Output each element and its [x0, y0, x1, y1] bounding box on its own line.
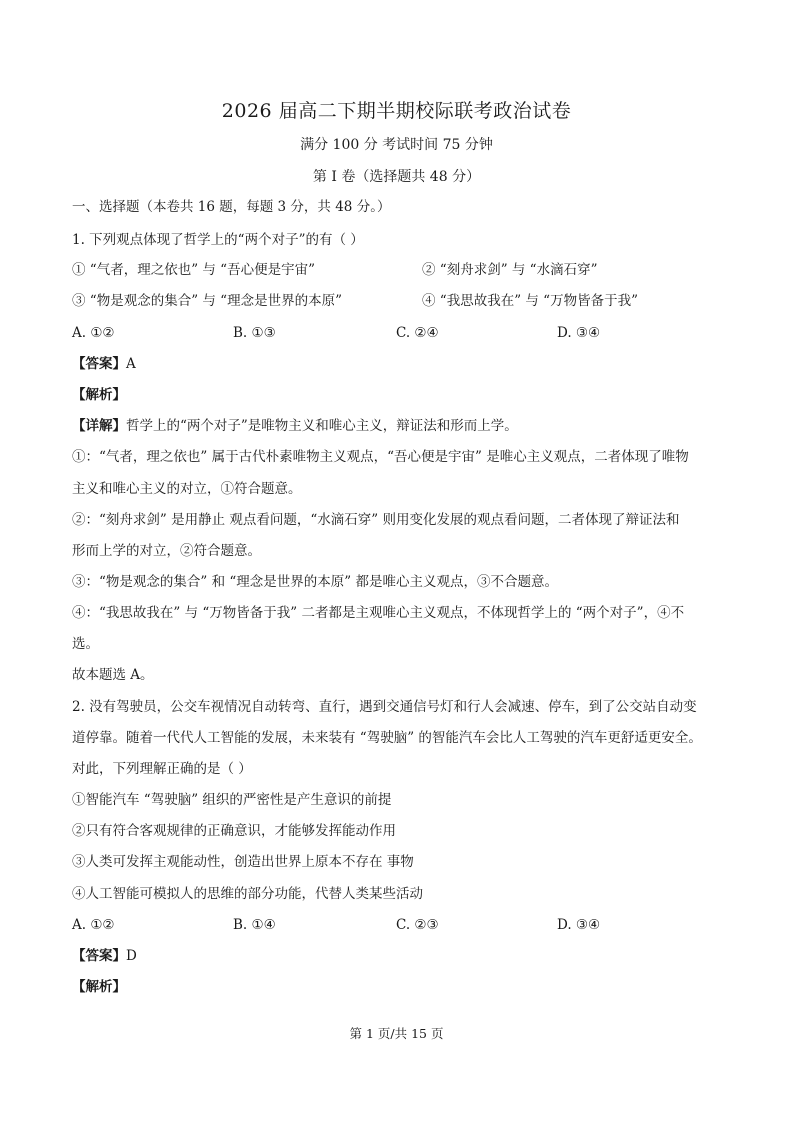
q1-detail-5: ③：“物是观念的集合” 和 “理念是世界的本原” 都是唯心主义观点，③不合题意。 [72, 574, 558, 590]
q2-stem-2: 对此，下列理解正确的是（ ） [72, 761, 252, 777]
q2-choice-b: B. ①④ [233, 917, 276, 933]
q1-detail-8: 故本题选 A。 [72, 667, 154, 683]
q2-item-1: ①智能汽车 “驾驶脑” 组织的严密性是产生意识的前提 [72, 792, 392, 808]
q2-choice-d: D. ③④ [557, 917, 601, 933]
q1-choice-d: D. ③④ [557, 325, 601, 341]
q2-stem-1: 道停靠。随着一代代人工智能的发展，未来装有 “驾驶脑” 的智能汽车会比人工驾驶的汽车更舒适更安全。 [72, 730, 702, 746]
q1-detail-2: 主义和唯心主义的对立，①符合题意。 [72, 481, 302, 497]
q2-answer [72, 946, 137, 966]
q1-item-3: ③ “物是观念的集合” 与 “理念是世界的本原” [72, 293, 342, 309]
q2-item-3: ③人类可发挥主观能动性，创造出世界上原本不存在 事物 [72, 854, 414, 870]
q2-choice-a: A. ①② [72, 917, 115, 933]
q1-detail-7: 选。 [72, 636, 99, 652]
q1-item-4: ④ “我思故我在” 与 “万物皆备于我” [422, 293, 638, 309]
answer-tag: 【答案】 [72, 356, 126, 372]
q1-choice-a: A. ①② [72, 325, 115, 341]
answer-value: D [126, 948, 137, 964]
q1-choice-b: B. ①③ [233, 325, 276, 341]
q1-detail-3: ②：“刻舟求剑” 是用静止 观点看问题，“水滴石穿” 则用变化发展的观点看问题，二者体现了辩证法和 [72, 512, 680, 528]
q2-analysis-tag [72, 977, 126, 997]
detail-text: 哲学上的“两个对子”是唯物主义和唯心主义，辩证法和形而上学。 [126, 418, 518, 434]
answer-value: A [126, 356, 136, 372]
q1-detail-4: 形而上学的对立，②符合题意。 [72, 543, 261, 559]
q1-detail-1: ①：“气者，理之依也” 属于古代朴素唯物主义观点，“吾心便是宇宙” 是唯心主义观点，二者体现了唯物 [72, 449, 689, 465]
q2-choice-c: C. ②③ [396, 917, 439, 933]
q1-detail-0 [72, 416, 518, 436]
q1-item-2: ② “刻舟求剑” 与 “水滴石穿” [422, 262, 598, 278]
page-number: 第 1 页/共 15 页 [349, 1026, 444, 1041]
q1-detail-6: ④：“我思故我在” 与 “万物皆备于我” 二者都是主观唯心主义观点，不体现哲学上的 “两个对子”，④不 [72, 605, 685, 621]
q1-answer [72, 354, 136, 374]
exam-title: 2026 届高二下期半期校际联考政治试卷 [221, 100, 572, 122]
exam-subtitle: 满分 100 分 考试时间 75 分钟 [300, 137, 493, 153]
volume-heading: 第 I 卷（选择题共 48 分） [312, 169, 481, 185]
section-heading: 一、选择题（本卷共 16 题，每题 3 分，共 48 分。） [72, 199, 391, 215]
q1-analysis-tag [72, 385, 126, 405]
q2-item-2: ②只有符合客观规律的正确意识，才能够发挥能动作用 [72, 823, 396, 839]
analysis-tag: 【解析】 [72, 387, 126, 403]
q2-stem-0: 2. 没有驾驶员，公交车视情况自动转弯、直行，遇到交通信号灯和行人会减速、停车，到了公交站自动变 [72, 699, 697, 715]
answer-tag: 【答案】 [72, 948, 126, 964]
q1-item-1: ① “气者，理之依也” 与 “吾心便是宇宙” [72, 262, 315, 278]
q1-stem: 1. 下列观点体现了哲学上的“两个对子”的有（ ） [72, 232, 364, 248]
q1-choice-c: C. ②④ [396, 325, 439, 341]
detail-tag: 【详解】 [72, 418, 126, 434]
q2-item-4: ④人工智能可模拟人的思维的部分功能，代替人类某些活动 [72, 886, 423, 902]
analysis-tag: 【解析】 [72, 979, 126, 995]
